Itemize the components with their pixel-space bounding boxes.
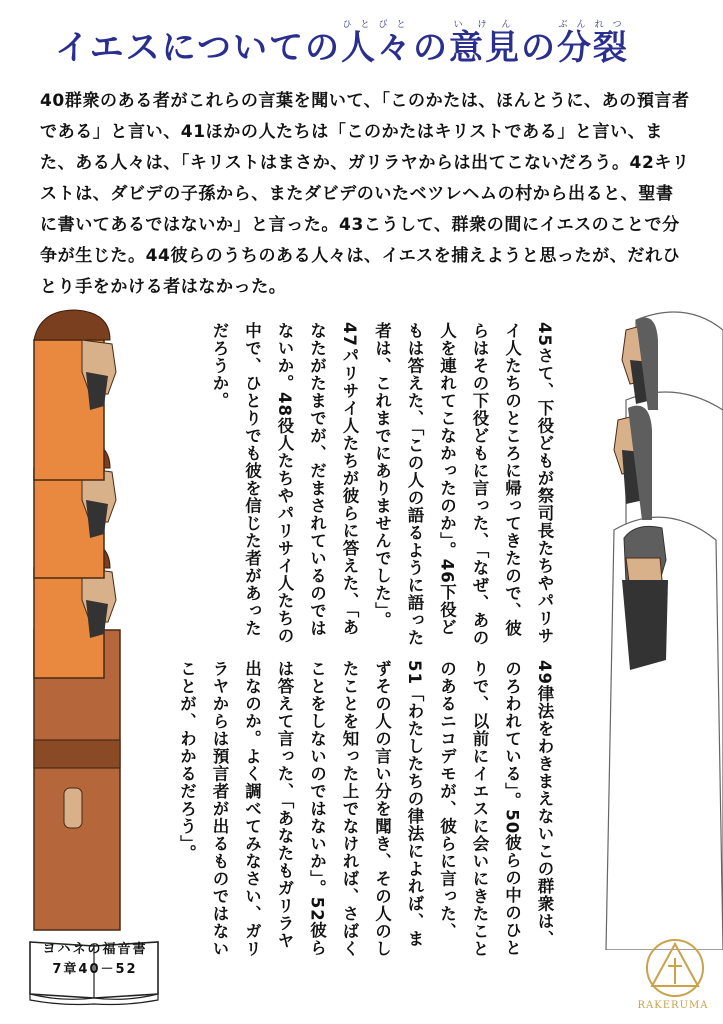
guard-belt: [34, 740, 120, 768]
pharisees-illustration: [596, 300, 723, 950]
intro-text: 40群衆のある者がこれらの言葉を聞いて、「このかたは、ほんとうに、あの預言者である」と言い、41ほかの人たちは「このかたはキリストである」と言い、また、ある人々は、「キリストはまさか、ガリラヤからは出てこないだろう。42キリストは、ダビデの子孫から、またダビデのいたベツレヘムの村から出ると、聖書に書いてあるではないか」と言った。43こうして、群衆の間にイエスのことで分争が生じた。44彼らのうちのある人々は、イエスを捕えようと思ったが、だれひとり手をかける者はなかった。: [40, 91, 690, 297]
pharisee-3-beard: [622, 580, 668, 670]
vertical-text-block-2: [170, 660, 560, 960]
title-ruby-bito: 々びと: [376, 20, 413, 68]
guard-hand: [64, 788, 82, 828]
title-part-1: イエスについての: [55, 28, 341, 68]
vertical-text-2: 49律法をわきまえないこの群衆は、のろわれている」。50彼らの中のひとりで、以前にイエスに会いにきたことのあるニコデモが、彼らに言った、51「わたしたちの律法によれば、まずその人の言い分を聞き、その人のしたことを知った上でなければ、さばくことをしないのではないか」。52彼らは答えて言った、「あなたもガリラヤ出なのか。よく調べてみなさい、ガリラヤからは預言者が出るものではないことが、わかるだろう」。: [177, 660, 554, 958]
temple-guards-illustration: [20, 300, 140, 950]
title-ruby-iken: 意見いけん: [448, 20, 521, 68]
intro-paragraph: [40, 86, 690, 303]
title-part-no2: の: [520, 28, 557, 68]
title-ruby-hito: 人ひと: [340, 20, 377, 68]
scripture-book: ヨハネの福音書: [42, 942, 148, 957]
guard-1-hat: [34, 310, 110, 340]
vertical-text-1: 45さて、下役どもが祭司長たちやパリサイ人たちのところに帰ってきたので、彼らはその下役どもに言った、「なぜ、あの人を連れてこなかったのか」。46下役どもは答えた、「この人の語るように語った者は、これまでにありませんでした」。47パリサイ人たちが彼らに答えた、「あなたがたまでが、だまされているのではないか。48役人たちやパリサイ人たちの中で、ひとりでも彼を信じた者があっただろうか。: [210, 322, 554, 647]
vertical-text-block-1: [170, 322, 560, 652]
scripture-reference: [36, 940, 154, 980]
scripture-chapter-verse: 7章40－52: [52, 962, 138, 977]
brand-name: RAKERUMA: [637, 1000, 709, 1011]
title-ruby-bunretsu: 分裂ぶんれつ: [556, 20, 629, 68]
title-part-no1: の: [412, 28, 449, 68]
page-title: [55, 20, 629, 70]
